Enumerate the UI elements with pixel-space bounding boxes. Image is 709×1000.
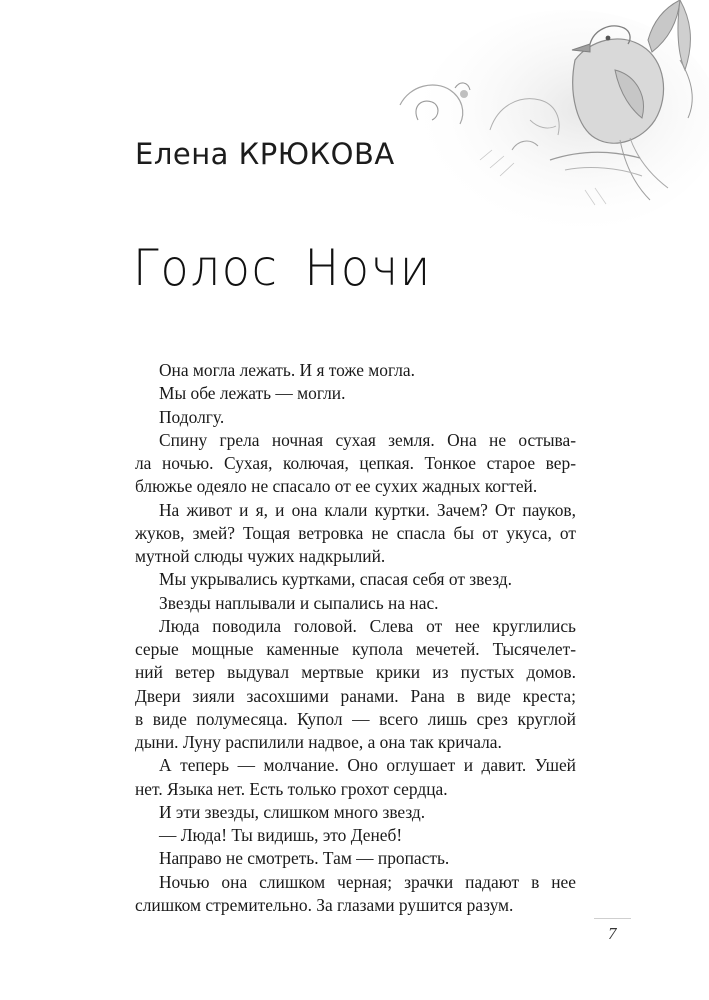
text-line: ний ветер выдувал мертвые крики из пустых домов. — [135, 662, 576, 683]
text-line: Направо не смотреть. Там — пропасть. — [159, 848, 450, 869]
text-line: нет. Языка нет. Есть только грохот сердца. — [135, 778, 448, 799]
text-line: Мы укрывались куртками, спасая себя от звезд. — [159, 569, 512, 590]
text-line: Люда поводила головой. Слева от нее круглились — [159, 615, 576, 636]
text-line: На живот и я, и она клали куртки. Зачем? От пауков, — [159, 499, 576, 520]
text-line: серые мощные каменные купола мечетей. Тысячелет- — [135, 639, 576, 659]
text-line: Звезды наплывали и сыпались на нас. — [159, 592, 439, 613]
text-line: блюжье одеяло не спасало от ее сухих жадных когтей. — [135, 476, 538, 497]
text-line: Она могла лежать. И я тоже могла. — [159, 360, 415, 380]
body-text — [135, 359, 576, 917]
text-line: ла ночью. Сухая, колючая, цепкая. Тонкое старое вер- — [135, 453, 576, 473]
text-line: А теперь — молчание. Оно оглушает и давит. Ушей — [159, 755, 576, 776]
text-line: И эти звезды, слишком много звезд. — [159, 801, 426, 822]
chapter-title: Голос Ночи — [133, 239, 433, 297]
text-line: Двери зияли засохшими ранами. Рана в виде креста; — [135, 685, 576, 706]
text-line: слишком стремительно. За глазами рушится разум. — [135, 894, 514, 915]
text-line: жуков, змей? Тощая ветровка не спасла бы от укуса, от — [135, 522, 576, 543]
text-line: Ночью она слишком черная; зрачки падают в нее — [159, 871, 576, 892]
text-line: в виде полумесяца. Купол — всего лишь срез круглой — [135, 708, 576, 729]
author-name: Елена КРЮКОВА — [135, 137, 395, 171]
text-line: Спину грела ночная сухая земля. Она не остыва- — [159, 429, 576, 450]
text-line: Мы обе лежать — могли. — [159, 383, 346, 404]
footer-divider — [594, 918, 631, 919]
bird-and-face-sketch-icon — [380, 0, 709, 230]
text-line: мутной слюды чужих надкрылий. — [135, 546, 386, 566]
text-line: Подолгу. — [159, 406, 225, 427]
text-line: дыни. Луну распилили надвое, а она так кричала. — [135, 732, 502, 752]
text-line: — Люда! Ты видишь, это Денеб! — [159, 825, 403, 845]
page-number: 7 — [608, 924, 617, 943]
